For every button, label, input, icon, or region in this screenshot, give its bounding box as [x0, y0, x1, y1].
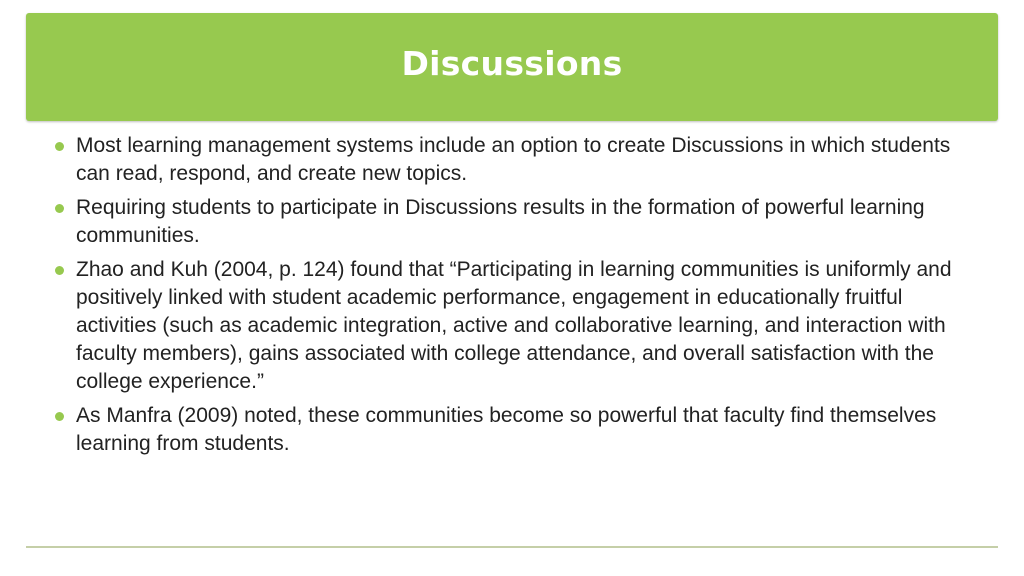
bullet-text: Requiring students to participate in Discussions results in the formation of powerful learning communities. — [76, 196, 925, 247]
bullet-text: As Manfra (2009) noted, these communities become so powerful that faculty find themselves learning from students. — [76, 404, 937, 455]
bullet-dot-icon — [55, 412, 64, 421]
bullet-dot-icon — [55, 204, 64, 213]
bullet-item — [52, 402, 967, 458]
bullet-list — [52, 132, 967, 464]
bullet-text: Most learning management systems include an option to create Discussions in which students can read, respond, and create new topics. — [76, 134, 951, 185]
title-banner — [26, 13, 998, 121]
bullet-dot-icon — [55, 266, 64, 275]
footer-divider — [26, 546, 998, 548]
bullet-item — [52, 194, 967, 250]
bullet-dot-icon — [55, 142, 64, 151]
bullet-item — [52, 256, 967, 396]
slide-title: Discussions — [401, 43, 623, 83]
bullet-text: Zhao and Kuh (2004, p. 124) found that “Participating in learning communities is uniformly and positively linked with student academic performance, engagement in educationally fruitful activities (such as academic integration, active and collaborative learning, and interaction with faculty members), gains associated with college attendance, and overall satisfaction with the college experience.” — [76, 258, 952, 393]
bullet-item — [52, 132, 967, 188]
